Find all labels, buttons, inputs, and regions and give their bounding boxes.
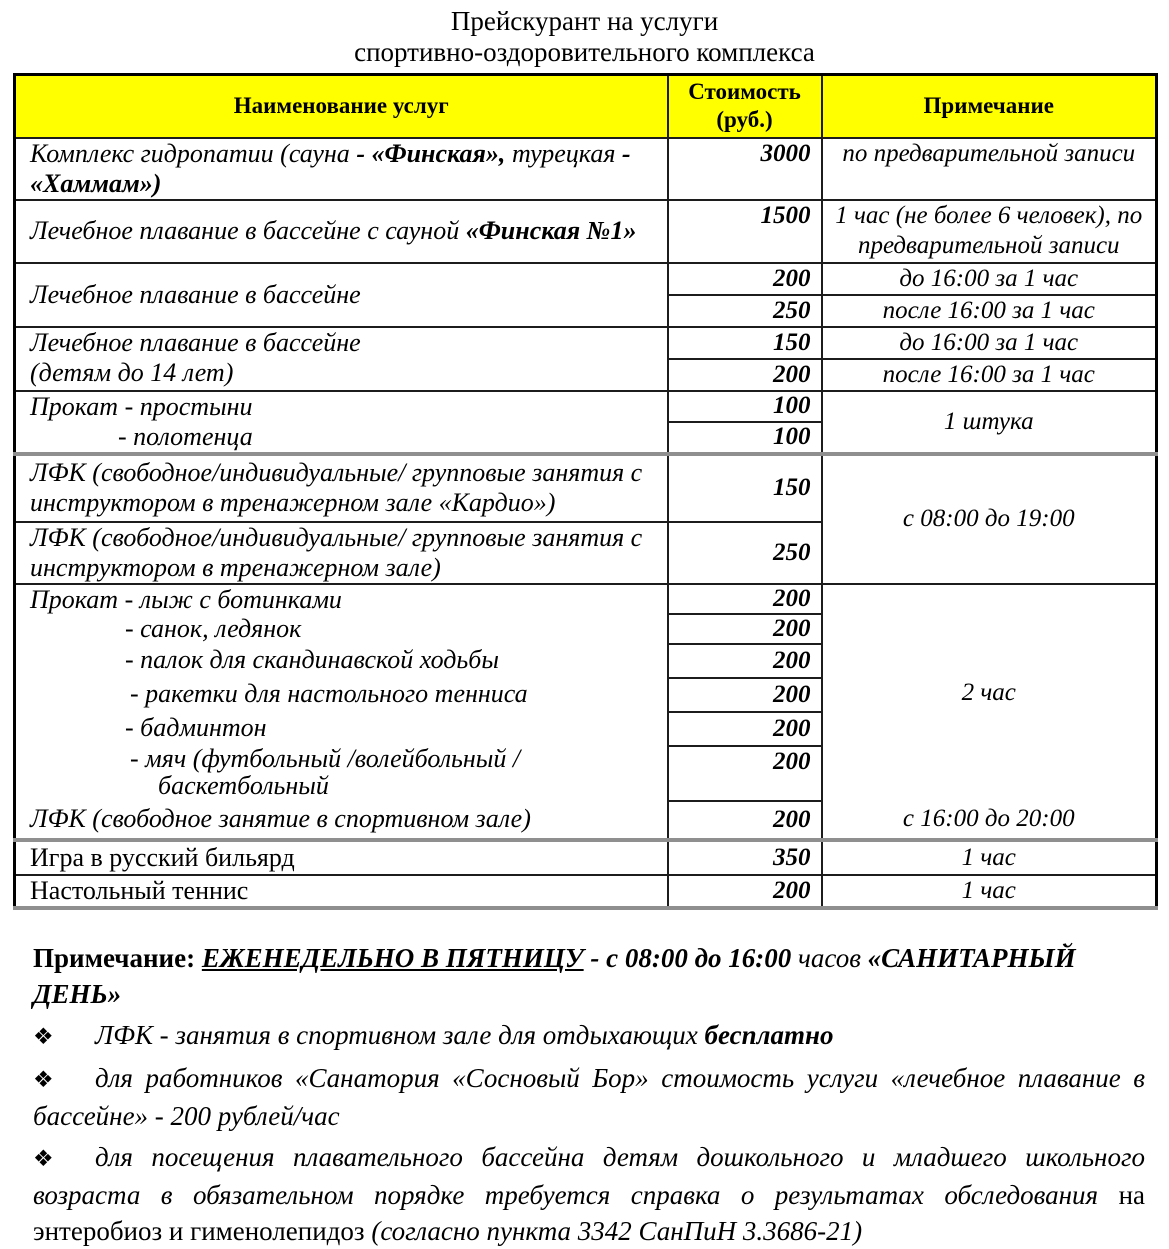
table-row xyxy=(15,840,1157,875)
note-bullet-2 xyxy=(33,1060,1145,1134)
service-name-cell xyxy=(15,584,668,801)
col-header-price xyxy=(668,75,822,138)
price-cell: 100 xyxy=(668,422,822,454)
price-cell: 200 xyxy=(668,746,822,801)
table-row xyxy=(15,200,1157,263)
note-cell: после 16:00 за 1 час xyxy=(822,359,1157,391)
price-cell: 150 xyxy=(668,454,822,522)
service-name-cell: ЛФК (свободное занятие в спортивном зале) xyxy=(15,801,668,840)
header-row xyxy=(15,75,1157,138)
title-line-1: Прейскурант на услуги xyxy=(450,6,719,36)
text-segment: на энтеробиоз и гименолепидоз xyxy=(33,1179,1145,1246)
diamond-bullet-icon: ❖ xyxy=(33,1066,54,1092)
price-cell: 200 xyxy=(668,614,822,644)
text-segment: - «Хаммам») xyxy=(30,138,631,198)
text-segment: «САНИТАРНЫЙ ДЕНЬ» xyxy=(33,942,1076,1009)
service-name-line: - мяч (футбольный /волейбольный / xyxy=(130,743,521,773)
note-cell: с 16:00 до 20:00 xyxy=(822,801,1157,840)
service-name-cell xyxy=(15,391,668,454)
diamond-bullet-icon: ❖ xyxy=(33,1023,54,1049)
note-cell: 1 штука xyxy=(822,391,1157,454)
price-cell: 250 xyxy=(668,295,822,327)
text-segment: ЛФК - занятия в спортивном зале для отдыхающих xyxy=(95,1019,705,1050)
service-name-cell: ЛФК (свободное/индивидуальные/ групповые занятия с инструктором в тренажерном зале) xyxy=(15,522,668,584)
page-title xyxy=(0,6,1169,68)
table-row xyxy=(15,138,1157,200)
price-cell: 250 xyxy=(668,522,822,584)
table-row xyxy=(15,584,1157,614)
table-row xyxy=(15,875,1157,908)
price-cell: 200 xyxy=(668,584,822,614)
service-name-line: (детям до 14 лет) xyxy=(30,357,234,387)
text-segment: Лечебное плавание в бассейне с сауной xyxy=(30,216,466,245)
text-segment: турецкая xyxy=(505,138,622,168)
text-segment: «Финская №1» xyxy=(465,216,637,245)
price-cell: 100 xyxy=(668,391,822,423)
service-name-cell: ЛФК (свободное/индивидуальные/ групповые занятия с инструктором в тренажерном зале «Кардио») xyxy=(15,454,668,522)
price-table xyxy=(13,73,1158,910)
note-bullet-1-text xyxy=(95,1020,833,1050)
service-name-line: - полотенца xyxy=(118,421,253,451)
diamond-bullet-icon: ❖ xyxy=(33,1145,54,1171)
note-cell: после 16:00 за 1 час xyxy=(822,295,1157,327)
note-bullet-3-text xyxy=(33,1142,1145,1246)
service-name-line: баскетбольный xyxy=(158,770,329,800)
service-name-cell xyxy=(15,200,668,263)
table-row xyxy=(15,263,1157,295)
text-segment: - с 08:00 до 16:00 xyxy=(583,942,798,973)
text-segment: для посещения плавательного бассейна детям дошкольного и младшего школьного возраста в обязательном порядке требуется справка о результатах обследования xyxy=(33,1141,1145,1210)
note-bullet-3 xyxy=(33,1139,1145,1249)
table-row xyxy=(15,801,1157,840)
price-cell: 200 xyxy=(668,712,822,746)
text-segment: часов xyxy=(798,942,868,973)
note-head xyxy=(33,940,1145,1012)
price-cell: 200 xyxy=(668,359,822,391)
note-bullet-1 xyxy=(33,1017,1145,1055)
price-cell: 200 xyxy=(668,875,822,908)
col-header-price-line1: Стоимость xyxy=(688,79,801,105)
service-name-line: - палок для скандинавской ходьбы xyxy=(125,644,499,674)
note-cell: до 16:00 за 1 час xyxy=(822,263,1157,295)
price-cell: 200 xyxy=(668,678,822,712)
table-row xyxy=(15,391,1157,423)
price-cell: 200 xyxy=(668,263,822,295)
col-header-note: Примечание xyxy=(822,75,1157,138)
text-segment: ЕЖЕНЕДЕЛЬНО В ПЯТНИЦУ xyxy=(201,942,584,973)
text-segment: Комплекс гидропатии (сауна xyxy=(30,138,357,168)
service-name-cell: Игра в русский бильярд xyxy=(15,840,668,875)
note-cell: 1 час (не более 6 человек), по предварительной записи xyxy=(822,200,1157,263)
title-line-2: спортивно-оздоровительного комплекса xyxy=(354,37,815,67)
note-cell: 1 час xyxy=(822,840,1157,875)
text-segment: Примечание: xyxy=(33,942,202,973)
note-cell: с 08:00 до 19:00 xyxy=(822,454,1157,584)
col-header-price-line2: (руб.) xyxy=(716,107,773,133)
service-name-cell: Лечебное плавание в бассейне xyxy=(15,263,668,327)
note-cell: до 16:00 за 1 час xyxy=(822,327,1157,359)
service-name-line: Прокат - простыни xyxy=(30,391,253,421)
service-name-line: Прокат - лыж с ботинками xyxy=(30,584,342,614)
service-name-cell xyxy=(15,138,668,200)
col-header-services: Наименование услуг xyxy=(15,75,668,138)
service-name-line: Лечебное плавание в бассейне xyxy=(30,327,361,357)
note-cell: 2 час xyxy=(822,584,1157,801)
price-cell: 3000 xyxy=(668,138,822,200)
price-cell: 1500 xyxy=(668,200,822,263)
table-row xyxy=(15,327,1157,359)
price-cell: 200 xyxy=(668,801,822,840)
price-cell: 150 xyxy=(668,327,822,359)
service-name-cell: Настольный теннис xyxy=(15,875,668,908)
text-segment: для работников «Санатория «Сосновый Бор» стоимость услуги «лечебное плавание в бассейне» - 200 рублей/час xyxy=(33,1062,1145,1131)
price-cell: 200 xyxy=(668,644,822,678)
note-cell: по предварительной записи xyxy=(822,138,1157,200)
note-bullet-2-text xyxy=(33,1063,1145,1131)
service-name-line: - санок, ледянок xyxy=(125,613,302,643)
note-cell: 1 час xyxy=(822,875,1157,908)
text-segment: (согласно пункта 3342 СанПиН 3.3686-21) xyxy=(371,1215,863,1246)
text-segment: - «Финская», xyxy=(356,138,506,168)
service-name-line: - бадминтон xyxy=(125,712,267,742)
price-cell: 350 xyxy=(668,840,822,875)
service-name-cell xyxy=(15,327,668,391)
table-row xyxy=(15,454,1157,522)
footnotes-section xyxy=(33,940,1145,1249)
service-name-line: - ракетки для настольного тенниса xyxy=(130,678,528,708)
text-segment: бесплатно xyxy=(704,1019,834,1050)
